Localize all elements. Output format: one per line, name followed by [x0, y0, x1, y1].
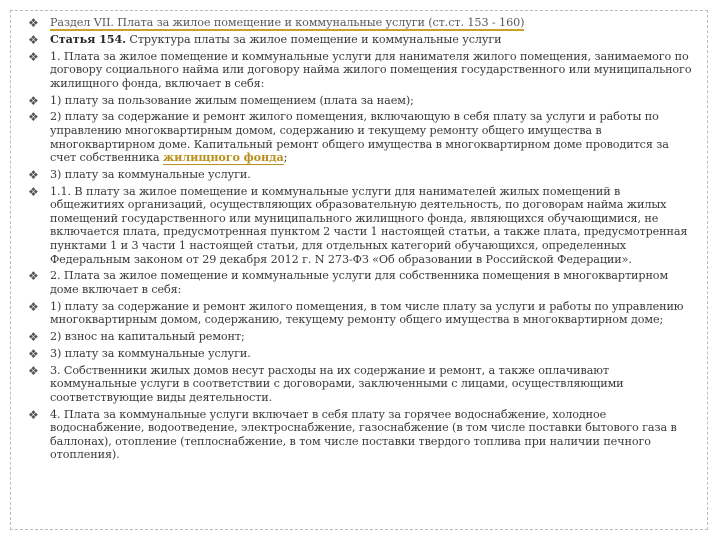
section-link[interactable]: Раздел VII. Плата за жилое помещение и коммунальные услуги (ст.ст. 153 - 160) — [50, 16, 525, 29]
paragraph-text: 3) плату за коммунальные услуги. — [50, 167, 251, 181]
list-item — [28, 168, 692, 182]
paragraph-text: 2) взнос на капитальный ремонт; — [50, 330, 245, 344]
paragraph-text: 1.1. В плату за жилое помещение и коммунальные услуги для нанимателей жилых помещений в общежитиях организаций, осуществляющих образовательную деятельность, по договорам найма жилых помещений государственного или муниципального жилищного фонда, являющихся обучающимися, не включается плата, предусмотренная пунктом 2 части 1 настоящей статьи, а также плата, предусмотренная пунктами 1 и 3 части 1 настоящей статьи, для отдельных категорий обучающихся, определенных Федеральным законом от 29 декабря 2012 г. N 273-ФЗ «Об образовании в Российской Федерации». — [50, 184, 688, 266]
paragraph-text: 2. Плата за жилое помещение и коммунальные услуги для собственника помещения в многоквартирном доме включает в себя: — [50, 269, 669, 296]
diamond-bullet-icon: ❖ — [28, 110, 39, 125]
diamond-bullet-icon: ❖ — [28, 346, 39, 361]
diamond-bullet-icon: ❖ — [28, 49, 39, 64]
diamond-bullet-icon: ❖ — [28, 407, 39, 422]
paragraph-text: 4. Плата за коммунальные услуги включает в себя плату за горячее водоснабжение, холодное водоснабжение, водоотведение, электроснабжение, газоснабжение (в том числе поставки бытового газа в баллонах), отопление (теплоснабжение, в том числе поставки твердого топлива при наличии печного отопления). — [50, 407, 677, 462]
paragraph-text: 1) плату за содержание и ремонт жилого помещения, в том числе плату за услуги и работы по управлению многоквартирным домом, содержанию, текущему ремонту общего имущества в многоквартирном доме; — [50, 299, 684, 327]
diamond-bullet-icon: ❖ — [28, 299, 39, 314]
paragraph-text: 1. Плата за жилое помещение и коммунальные услуги для нанимателя жилого помещения, занимаемого по договору социального найма или договору найма жилого помещения государственного или муниципального жилищного фонда, включает в себя: — [50, 49, 692, 90]
list-item — [28, 347, 692, 361]
diamond-bullet-icon: ❖ — [28, 363, 39, 378]
diamond-bullet-icon: ❖ — [28, 184, 39, 199]
diamond-bullet-icon: ❖ — [28, 330, 39, 345]
highlighted-term-link[interactable]: жилищного фонда — [162, 150, 284, 165]
diamond-bullet-icon: ❖ — [28, 269, 39, 284]
list-item-article-title — [28, 33, 692, 47]
diamond-bullet-icon: ❖ — [28, 32, 39, 47]
paragraph-text: 3. Собственники жилых домов несут расходы на их содержание и ремонт, а также оплачивают коммунальные услуги в соответствии с договорами, заключенными с лицами, осуществляющими соответствующие виды деятельности. — [50, 363, 624, 404]
list-item-section-link[interactable] — [28, 16, 692, 30]
paragraph-text: 3) плату за коммунальные услуги. — [50, 346, 251, 360]
list-item — [28, 330, 692, 344]
list-item — [28, 364, 692, 405]
paragraph-text: 1) плату за пользование жилым помещением (плата за наем); — [50, 93, 414, 107]
list-item — [28, 110, 692, 164]
diamond-bullet-icon: ❖ — [28, 93, 39, 108]
paragraph-text: 2) плату за содержание и ремонт жилого помещения, включающую в себя плату за услуги и работы по управлению многоквартирным домом, содержанию и текущему ремонту общего имущества в многоквартирном доме. Капитальный ремонт общего имущества в многоквартирном доме проводится за счет собственника — [50, 110, 669, 165]
list-item — [28, 94, 692, 108]
list-item — [28, 408, 692, 462]
article-number: Статья 154. — [50, 31, 126, 46]
diamond-bullet-icon: ❖ — [28, 167, 39, 182]
diamond-bullet-icon: ❖ — [28, 16, 39, 30]
list-item — [28, 300, 692, 327]
list-item — [28, 269, 692, 296]
list-item — [28, 185, 692, 267]
list-item — [28, 50, 692, 91]
article-title: Структура платы за жилое помещение и коммунальные услуги — [125, 32, 502, 46]
paragraph-text-end: ; — [283, 151, 288, 165]
article-list — [28, 16, 692, 465]
